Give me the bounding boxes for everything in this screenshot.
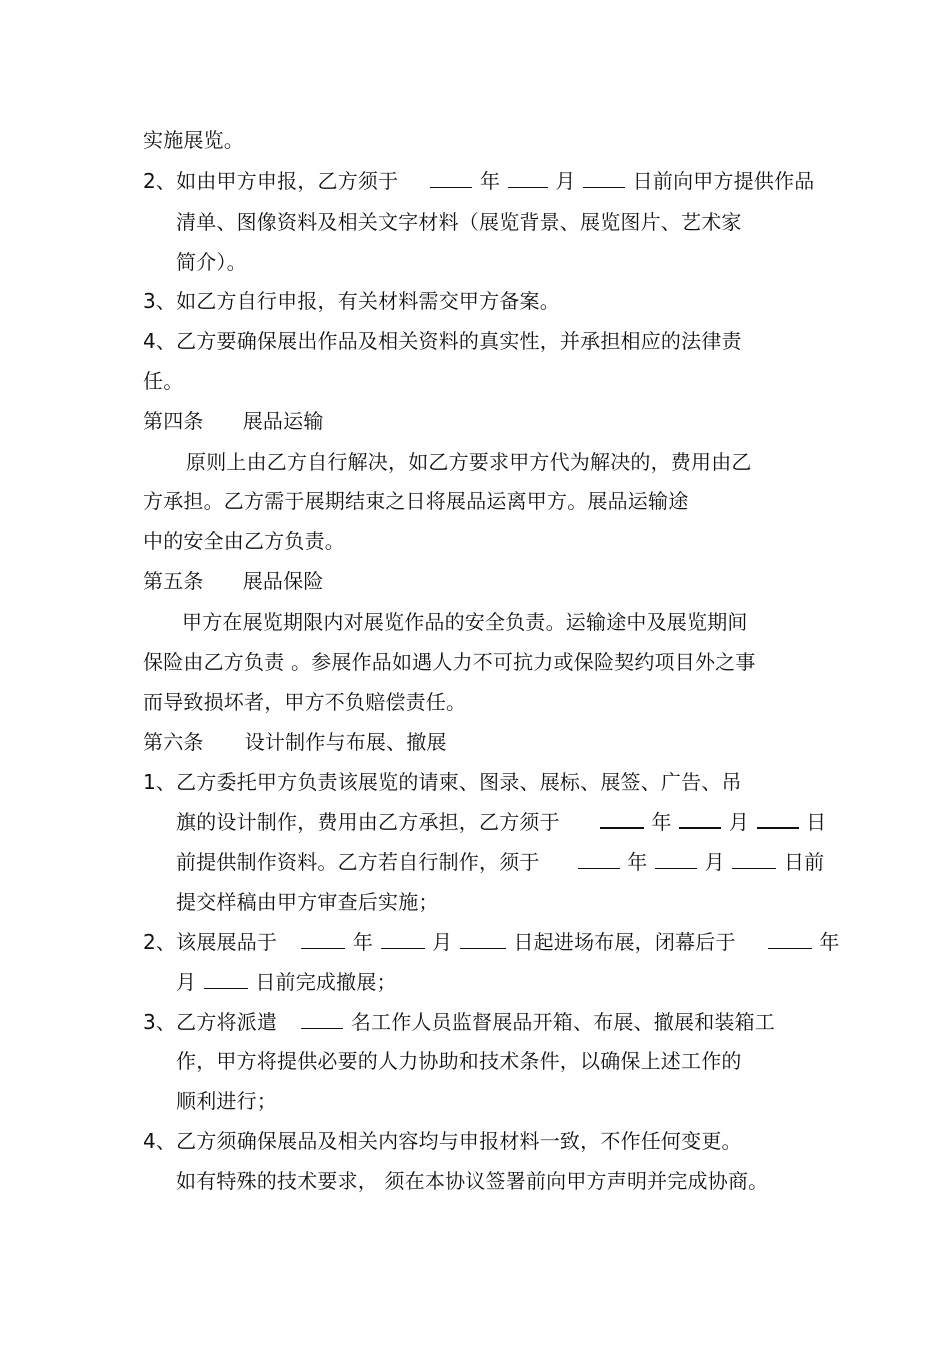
article-title: 展品运输 bbox=[242, 409, 324, 433]
text-line bbox=[176, 1087, 277, 1115]
line-text: 保险由乙方负责 。参展作品如遇人力不可抗力或保险契约项目外之事 bbox=[143, 650, 756, 674]
fill-blank bbox=[578, 850, 620, 869]
section-heading bbox=[143, 407, 324, 435]
article-title: 展品保险 bbox=[242, 569, 324, 593]
line-text: 年 bbox=[819, 930, 840, 954]
section-heading bbox=[143, 728, 447, 756]
fill-blank bbox=[679, 809, 721, 829]
line-text: 3、乙方将派遣 bbox=[143, 1010, 278, 1034]
section-heading bbox=[143, 567, 324, 595]
text-line bbox=[176, 808, 826, 836]
text-line bbox=[143, 527, 345, 555]
line-text: 日 bbox=[806, 810, 827, 834]
line-text: 年 bbox=[352, 930, 374, 954]
text-line bbox=[176, 208, 742, 236]
fill-blank bbox=[600, 809, 644, 829]
fill-blank bbox=[768, 930, 812, 949]
fill-blank bbox=[204, 970, 248, 989]
line-text: 日前完成撤展； bbox=[255, 970, 397, 994]
line-text: 1、乙方委托甲方负责该展览的请柬、图录、展标、展签、广告、吊 bbox=[143, 770, 742, 794]
fill-blank bbox=[583, 169, 625, 188]
line-text: 2、如由甲方申报，乙方须于 bbox=[143, 169, 399, 193]
text-line bbox=[143, 928, 840, 956]
line-text: 4、乙方须确保展品及相关内容均与申报材料一致，不作任何变更。 bbox=[143, 1129, 742, 1153]
text-line bbox=[143, 167, 814, 195]
text-line bbox=[143, 1008, 775, 1036]
line-text: 2、该展展品于 bbox=[143, 930, 278, 954]
line-text: 日起进场布展，闭幕后于 bbox=[513, 930, 736, 954]
line-text: 名工作人员监督展品开箱、布展、撤展和装箱工 bbox=[350, 1010, 776, 1034]
line-text: 任。 bbox=[143, 369, 184, 393]
text-line bbox=[176, 1047, 742, 1075]
line-text: 年 bbox=[480, 169, 501, 193]
fill-blank bbox=[732, 850, 776, 869]
text-line bbox=[143, 126, 244, 154]
line-text: 如有特殊的技术要求， 须在本协议签署前向甲方声明并完成协商。 bbox=[176, 1169, 769, 1193]
text-line bbox=[186, 448, 752, 476]
text-line bbox=[176, 848, 824, 876]
text-line bbox=[176, 248, 247, 276]
text-line bbox=[176, 1167, 768, 1195]
article-number: 第五条 bbox=[143, 569, 204, 593]
line-text: 旗的设计制作，费用由乙方承担，乙方须于 bbox=[176, 810, 560, 834]
fill-blank bbox=[430, 169, 472, 188]
text-line bbox=[176, 888, 439, 916]
line-text: 提交样稿由甲方审查后实施； bbox=[176, 890, 439, 914]
line-text: 简介）。 bbox=[176, 250, 247, 274]
line-text: 方承担。乙方需于展期结束之日将展品运离甲方。展品运输途 bbox=[143, 489, 689, 513]
fill-blank bbox=[301, 930, 345, 949]
text-line bbox=[182, 608, 748, 636]
text-line bbox=[143, 287, 560, 315]
line-text: 甲方在展览期限内对展览作品的安全负责。运输途中及展览期间 bbox=[182, 610, 748, 634]
text-line bbox=[143, 648, 756, 676]
fill-blank bbox=[460, 930, 506, 949]
text-line bbox=[143, 367, 183, 395]
line-text: 月 bbox=[704, 850, 725, 874]
fill-blank bbox=[508, 169, 548, 188]
line-text: 4、乙方要确保展出作品及相关资料的真实性，并承担相应的法律责 bbox=[143, 329, 742, 353]
text-line bbox=[143, 768, 742, 796]
article-number: 第六条 bbox=[143, 730, 204, 754]
text-line bbox=[176, 968, 397, 996]
line-text: 中的安全由乙方负责。 bbox=[143, 529, 345, 553]
fill-blank bbox=[757, 809, 799, 829]
fill-blank bbox=[381, 930, 425, 949]
text-line bbox=[143, 487, 688, 515]
text-line bbox=[143, 688, 466, 716]
line-text: 而导致损坏者，甲方不负赔偿责任。 bbox=[143, 690, 467, 714]
line-text: 日前向甲方提供作品 bbox=[632, 169, 815, 193]
article-title: 设计制作与布展、撤展 bbox=[244, 730, 447, 754]
article-number: 第四条 bbox=[143, 409, 204, 433]
line-text: 清单、图像资料及相关文字材料（展览背景、展览图片、艺术家 bbox=[176, 210, 742, 234]
line-text: 3、如乙方自行申报，有关材料需交甲方备案。 bbox=[143, 289, 560, 313]
line-text: 月 bbox=[432, 930, 453, 954]
line-text: 日前 bbox=[783, 850, 825, 874]
line-text: 年 bbox=[651, 810, 672, 834]
line-text: 顺利进行； bbox=[176, 1089, 277, 1113]
line-text: 实施展览。 bbox=[143, 128, 244, 152]
line-text: 月 bbox=[728, 810, 750, 834]
fill-blank bbox=[301, 1010, 343, 1029]
fill-blank bbox=[655, 850, 697, 869]
line-text: 前提供制作资料。乙方若自行制作，须于 bbox=[176, 850, 540, 874]
line-text: 月 bbox=[176, 970, 197, 994]
text-line bbox=[143, 327, 742, 355]
line-text: 原则上由乙方自行解决，如乙方要求甲方代为解决的，费用由乙 bbox=[186, 450, 752, 474]
line-text: 年 bbox=[627, 850, 648, 874]
text-line bbox=[143, 1127, 742, 1155]
line-text: 作，甲方将提供必要的人力协助和技术条件，以确保上述工作的 bbox=[176, 1049, 742, 1073]
line-text: 月 bbox=[555, 169, 576, 193]
